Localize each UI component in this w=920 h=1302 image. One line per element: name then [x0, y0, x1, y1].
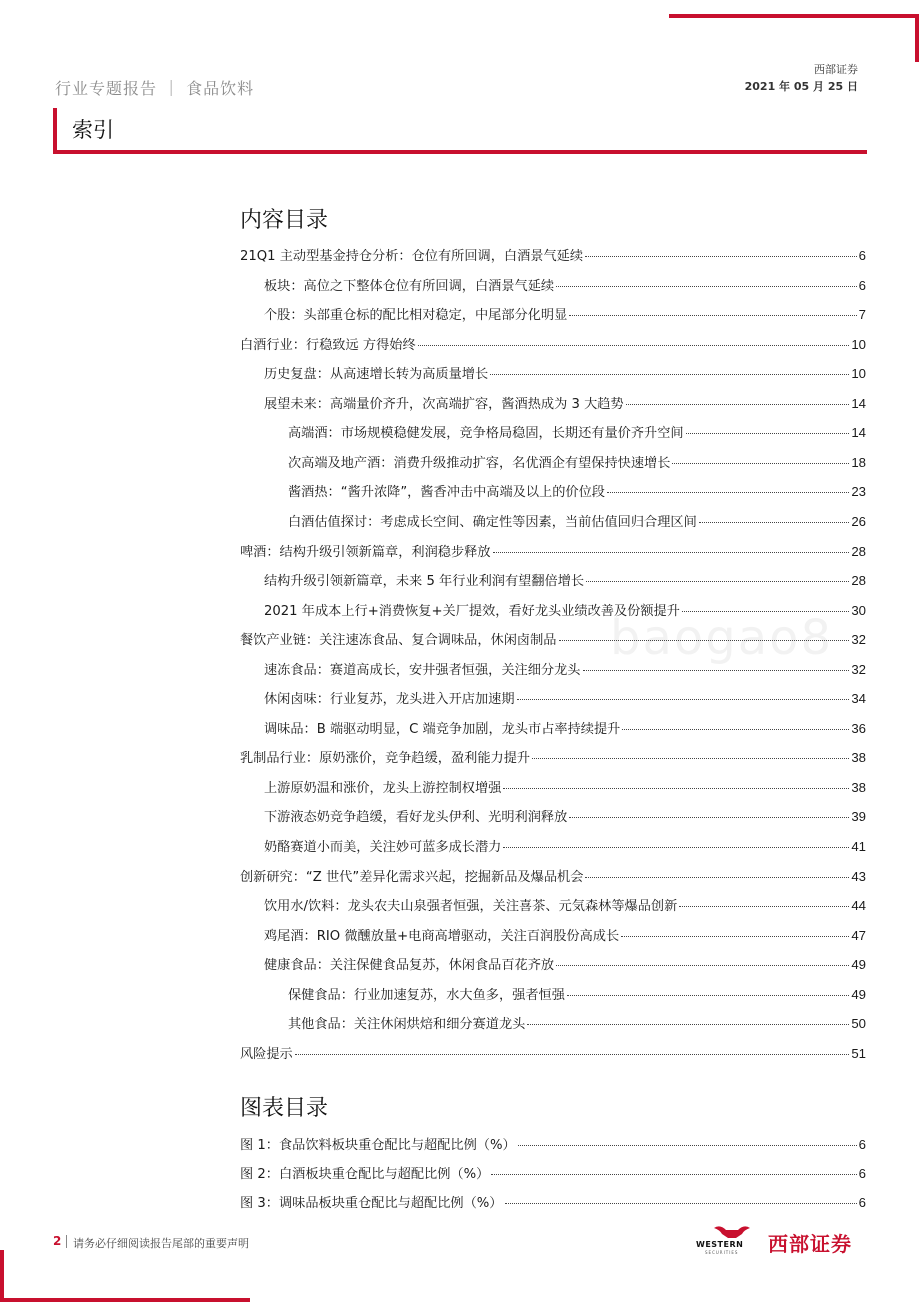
- toc-entry-title: 21Q1 主动型基金持仓分析：仓位有所回调，白酒景气延续: [240, 249, 584, 264]
- toc-entry-title: 高端酒：市场规模稳健发展，竞争格局稳固，长期还有量价齐升空间: [288, 426, 684, 442]
- toc-entry-title: 其他食品：关注休闲烘焙和细分赛道龙头: [288, 1017, 526, 1033]
- toc-dot-leader: [672, 463, 849, 464]
- figure-dot-leader: [518, 1145, 857, 1146]
- toc-entry-title: 白酒估值探讨：考虑成长空间、确定性等因素，当前估值回归合理区间: [288, 514, 697, 530]
- figure-entry[interactable]: [240, 1192, 866, 1214]
- toc-entry[interactable]: [264, 836, 866, 858]
- toc-dot-leader: [559, 640, 850, 641]
- toc-entry-title: 健康食品：关注保健食品复苏，休闲食品百花齐放: [264, 958, 555, 974]
- toc-entry-title: 鸡尾酒：RIO 微醺放量+电商高增驱动，关注百润股份高成长: [264, 928, 620, 944]
- toc-entry[interactable]: [264, 718, 866, 740]
- toc-entry-page: 6: [858, 277, 866, 293]
- toc-entry-title: 次高端及地产酒：消费升级推动扩容，名优酒企有望保持快速增长: [288, 455, 671, 471]
- toc-entry-title: 结构升级引领新篇章，未来 5 年行业利润有望翻倍增长: [264, 574, 585, 590]
- toc-entry-page: 10: [851, 336, 866, 352]
- toc-entry-title: 下游液态奶竞争趋缓，看好龙头伊利、光明利润释放: [264, 810, 568, 826]
- toc-dot-leader: [527, 1024, 849, 1025]
- toc-entry[interactable]: [288, 511, 866, 533]
- figure-entry-title: 图 2：白酒板块重仓配比与超配比例（%）: [240, 1167, 490, 1182]
- toc-entry-title: 饮用水/饮料：龙头农夫山泉强者恒强，关注喜茶、元気森林等爆品创新: [264, 899, 678, 915]
- footer-corner-horizontal: [0, 1298, 250, 1302]
- toc-dot-leader: [295, 1054, 850, 1055]
- toc-entry-title: 上游原奶温和涨价，龙头上游控制权增强: [264, 780, 502, 796]
- toc-entry-title: 调味品：B 端驱动明显，C 端竞争加剧，龙头市占率持续提升: [264, 721, 621, 737]
- toc-entry-page: 39: [851, 809, 866, 825]
- toc-entry[interactable]: [264, 954, 866, 976]
- toc-entry-title: 酱酒热：“酱升浓降”，酱香冲击中高端及以上的价位段: [288, 485, 605, 501]
- title-left-bar: [53, 108, 57, 152]
- toc-entry[interactable]: [240, 866, 866, 888]
- figure-entry-page: 6: [858, 1166, 866, 1181]
- toc-dot-leader: [418, 345, 850, 346]
- toc-entry-title: 保健食品：行业加速复苏，水大鱼多，强者恒强: [288, 987, 565, 1003]
- toc-entry[interactable]: [264, 688, 866, 710]
- figure-entry-page: 6: [858, 1137, 866, 1152]
- toc-dot-leader: [607, 492, 849, 493]
- toc-entry-page: 14: [851, 425, 866, 441]
- toc-entry[interactable]: [288, 422, 866, 444]
- toc-entry[interactable]: [264, 393, 866, 415]
- toc-entry-page: 36: [851, 720, 866, 736]
- toc-entry-title: 餐饮产业链：关注速冻食品、复合调味品，休闲卤制品: [240, 633, 557, 649]
- toc-entry[interactable]: [288, 481, 866, 503]
- toc-entry-title: 风险提示: [240, 1046, 293, 1062]
- toc-dot-leader: [490, 374, 849, 375]
- toc-entry-page: 32: [851, 632, 866, 648]
- figure-entry-title: 图 1：食品饮料板块重仓配比与超配比例（%）: [240, 1138, 516, 1153]
- toc-entry[interactable]: [264, 363, 866, 385]
- toc-dot-leader: [686, 433, 850, 434]
- toc-entry-page: 30: [851, 602, 866, 618]
- toc-entry-title: 奶酪赛道小而美，关注妙可蓝多成长潜力: [264, 840, 502, 855]
- figures-heading: 图表目录: [240, 1096, 329, 1121]
- toc-dot-leader: [622, 729, 849, 730]
- toc-entry-page: 26: [851, 513, 866, 529]
- logo-english: WESTERN: [696, 1240, 744, 1249]
- toc-entry-page: 51: [851, 1045, 866, 1061]
- toc-entry-title: 创新研究：“Z 世代”差异化需求兴起，挖掘新品及爆品机会: [240, 869, 584, 885]
- toc-dot-leader: [556, 965, 849, 966]
- toc-dot-leader: [517, 699, 850, 700]
- toc-entry-page: 43: [851, 868, 866, 884]
- toc-entry[interactable]: [264, 925, 866, 947]
- footer-corner-vertical: [0, 1250, 4, 1302]
- toc-entry-page: 49: [851, 986, 866, 1002]
- toc-entry[interactable]: [240, 1043, 866, 1065]
- toc-heading: 内容目录: [240, 208, 329, 233]
- toc-dot-leader: [621, 936, 849, 937]
- toc-dot-leader: [585, 256, 857, 257]
- toc-entry-title: 个股：头部重仓标的配比相对稳定，中尾部分化明显: [264, 308, 568, 324]
- toc-entry-title: 白酒行业：行稳致远 方得始终: [240, 337, 416, 353]
- toc-entry[interactable]: [240, 541, 866, 563]
- toc-entry-page: 32: [851, 661, 866, 677]
- toc-dot-leader: [585, 877, 849, 878]
- figure-entry-title: 图 3：调味品板块重仓配比与超配比例（%）: [240, 1196, 503, 1211]
- section-title: 索引: [72, 118, 114, 142]
- toc-entry-page: 6: [858, 248, 866, 263]
- toc-entry-page: 7: [858, 307, 866, 323]
- footer-notice: 请务必仔细阅读报告尾部的重要声明: [73, 1237, 249, 1250]
- toc-entry-page: 23: [851, 484, 866, 500]
- report-type: 行业专题报告 ｜ 食品饮料: [55, 79, 255, 98]
- toc-entry-page: 18: [851, 454, 866, 470]
- toc-entry[interactable]: [264, 570, 866, 592]
- toc-entry-page: 28: [851, 573, 866, 589]
- toc-entry[interactable]: [264, 304, 866, 326]
- toc-entry-title: 速冻食品：赛道高成长，安井强者恒强，关注细分龙头: [264, 662, 581, 678]
- toc-entry[interactable]: [264, 777, 866, 799]
- toc-dot-leader: [569, 315, 856, 316]
- toc-entry-page: 49: [851, 957, 866, 973]
- toc-entry-page: 28: [851, 543, 866, 559]
- toc-dot-leader: [503, 788, 849, 789]
- toc-dot-leader: [679, 906, 849, 907]
- toc-entry[interactable]: [264, 895, 866, 917]
- toc-dot-leader: [567, 995, 849, 996]
- toc-dot-leader: [569, 817, 849, 818]
- bull-logo-icon: [712, 1224, 752, 1240]
- toc-entry[interactable]: [240, 629, 866, 651]
- toc-entry[interactable]: [240, 334, 866, 356]
- toc-entry-page: 34: [851, 691, 866, 707]
- toc-entry-page: 14: [851, 395, 866, 411]
- toc-entry-page: 47: [851, 927, 866, 943]
- toc-entry-title: 啤酒：结构升级引领新篇章，利润稳步释放: [240, 544, 491, 560]
- header-company: 西部证券: [814, 63, 858, 76]
- figure-entry-page: 6: [858, 1195, 866, 1210]
- figure-entry[interactable]: [240, 1134, 866, 1156]
- toc-entry-page: 38: [851, 750, 866, 766]
- toc-entry[interactable]: [264, 659, 866, 681]
- toc-dot-leader: [493, 552, 850, 553]
- toc-entry[interactable]: [288, 984, 866, 1006]
- toc-entry-title: 乳制品行业：原奶涨价，竞争趋缓，盈利能力提升: [240, 751, 531, 767]
- toc-entry[interactable]: [264, 275, 866, 297]
- toc-entry-title: 板块：高位之下整体仓位有所回调，白酒景气延续: [264, 278, 555, 294]
- toc-entry[interactable]: [240, 747, 866, 769]
- corner-bar-top: [669, 14, 919, 18]
- toc-entry-title: 展望未来：高端量价齐升，次高端扩容，酱酒热成为 3 大趋势: [264, 396, 624, 412]
- toc-entry[interactable]: [264, 806, 866, 828]
- toc-entry-page: 41: [851, 839, 866, 854]
- toc-entry[interactable]: [264, 600, 866, 622]
- header-date: 2021 年 05 月 25 日: [744, 80, 858, 93]
- toc-dot-leader: [699, 522, 850, 523]
- toc-entry-title: 休闲卤味：行业复苏，龙头进入开店加速期: [264, 692, 515, 708]
- toc-dot-leader: [682, 611, 849, 612]
- toc-dot-leader: [532, 758, 849, 759]
- figure-dot-leader: [505, 1203, 857, 1204]
- toc-entry-title: 2021 年成本上行+消费恢复+关厂提效，看好龙头业绩改善及份额提升: [264, 603, 680, 619]
- page-number: 2: [53, 1234, 62, 1248]
- toc-entry-page: 50: [851, 1016, 866, 1032]
- toc-entry[interactable]: [288, 1013, 866, 1035]
- figure-dot-leader: [491, 1174, 856, 1175]
- footer-divider: [66, 1235, 67, 1248]
- toc-entry[interactable]: [240, 245, 866, 267]
- watermark: baogao8: [610, 610, 834, 666]
- toc-entry-page: 44: [851, 898, 866, 914]
- toc-entry[interactable]: [288, 452, 866, 474]
- corner-bar-right: [915, 14, 919, 62]
- toc-dot-leader: [586, 581, 849, 582]
- toc-dot-leader: [626, 404, 850, 405]
- title-underline: [53, 150, 867, 154]
- toc-entry-page: 10: [851, 366, 866, 382]
- toc-entry-title: 历史复盘：从高速增长转为高质量增长: [264, 367, 489, 383]
- toc-dot-leader: [503, 847, 849, 848]
- logo-chinese: 西部证券: [768, 1232, 852, 1256]
- figure-entry[interactable]: [240, 1163, 866, 1185]
- toc-dot-leader: [556, 286, 857, 287]
- toc-dot-leader: [583, 670, 850, 671]
- toc-entry-page: 38: [851, 779, 866, 795]
- logo-english-sub: SECURITIES: [705, 1250, 739, 1255]
